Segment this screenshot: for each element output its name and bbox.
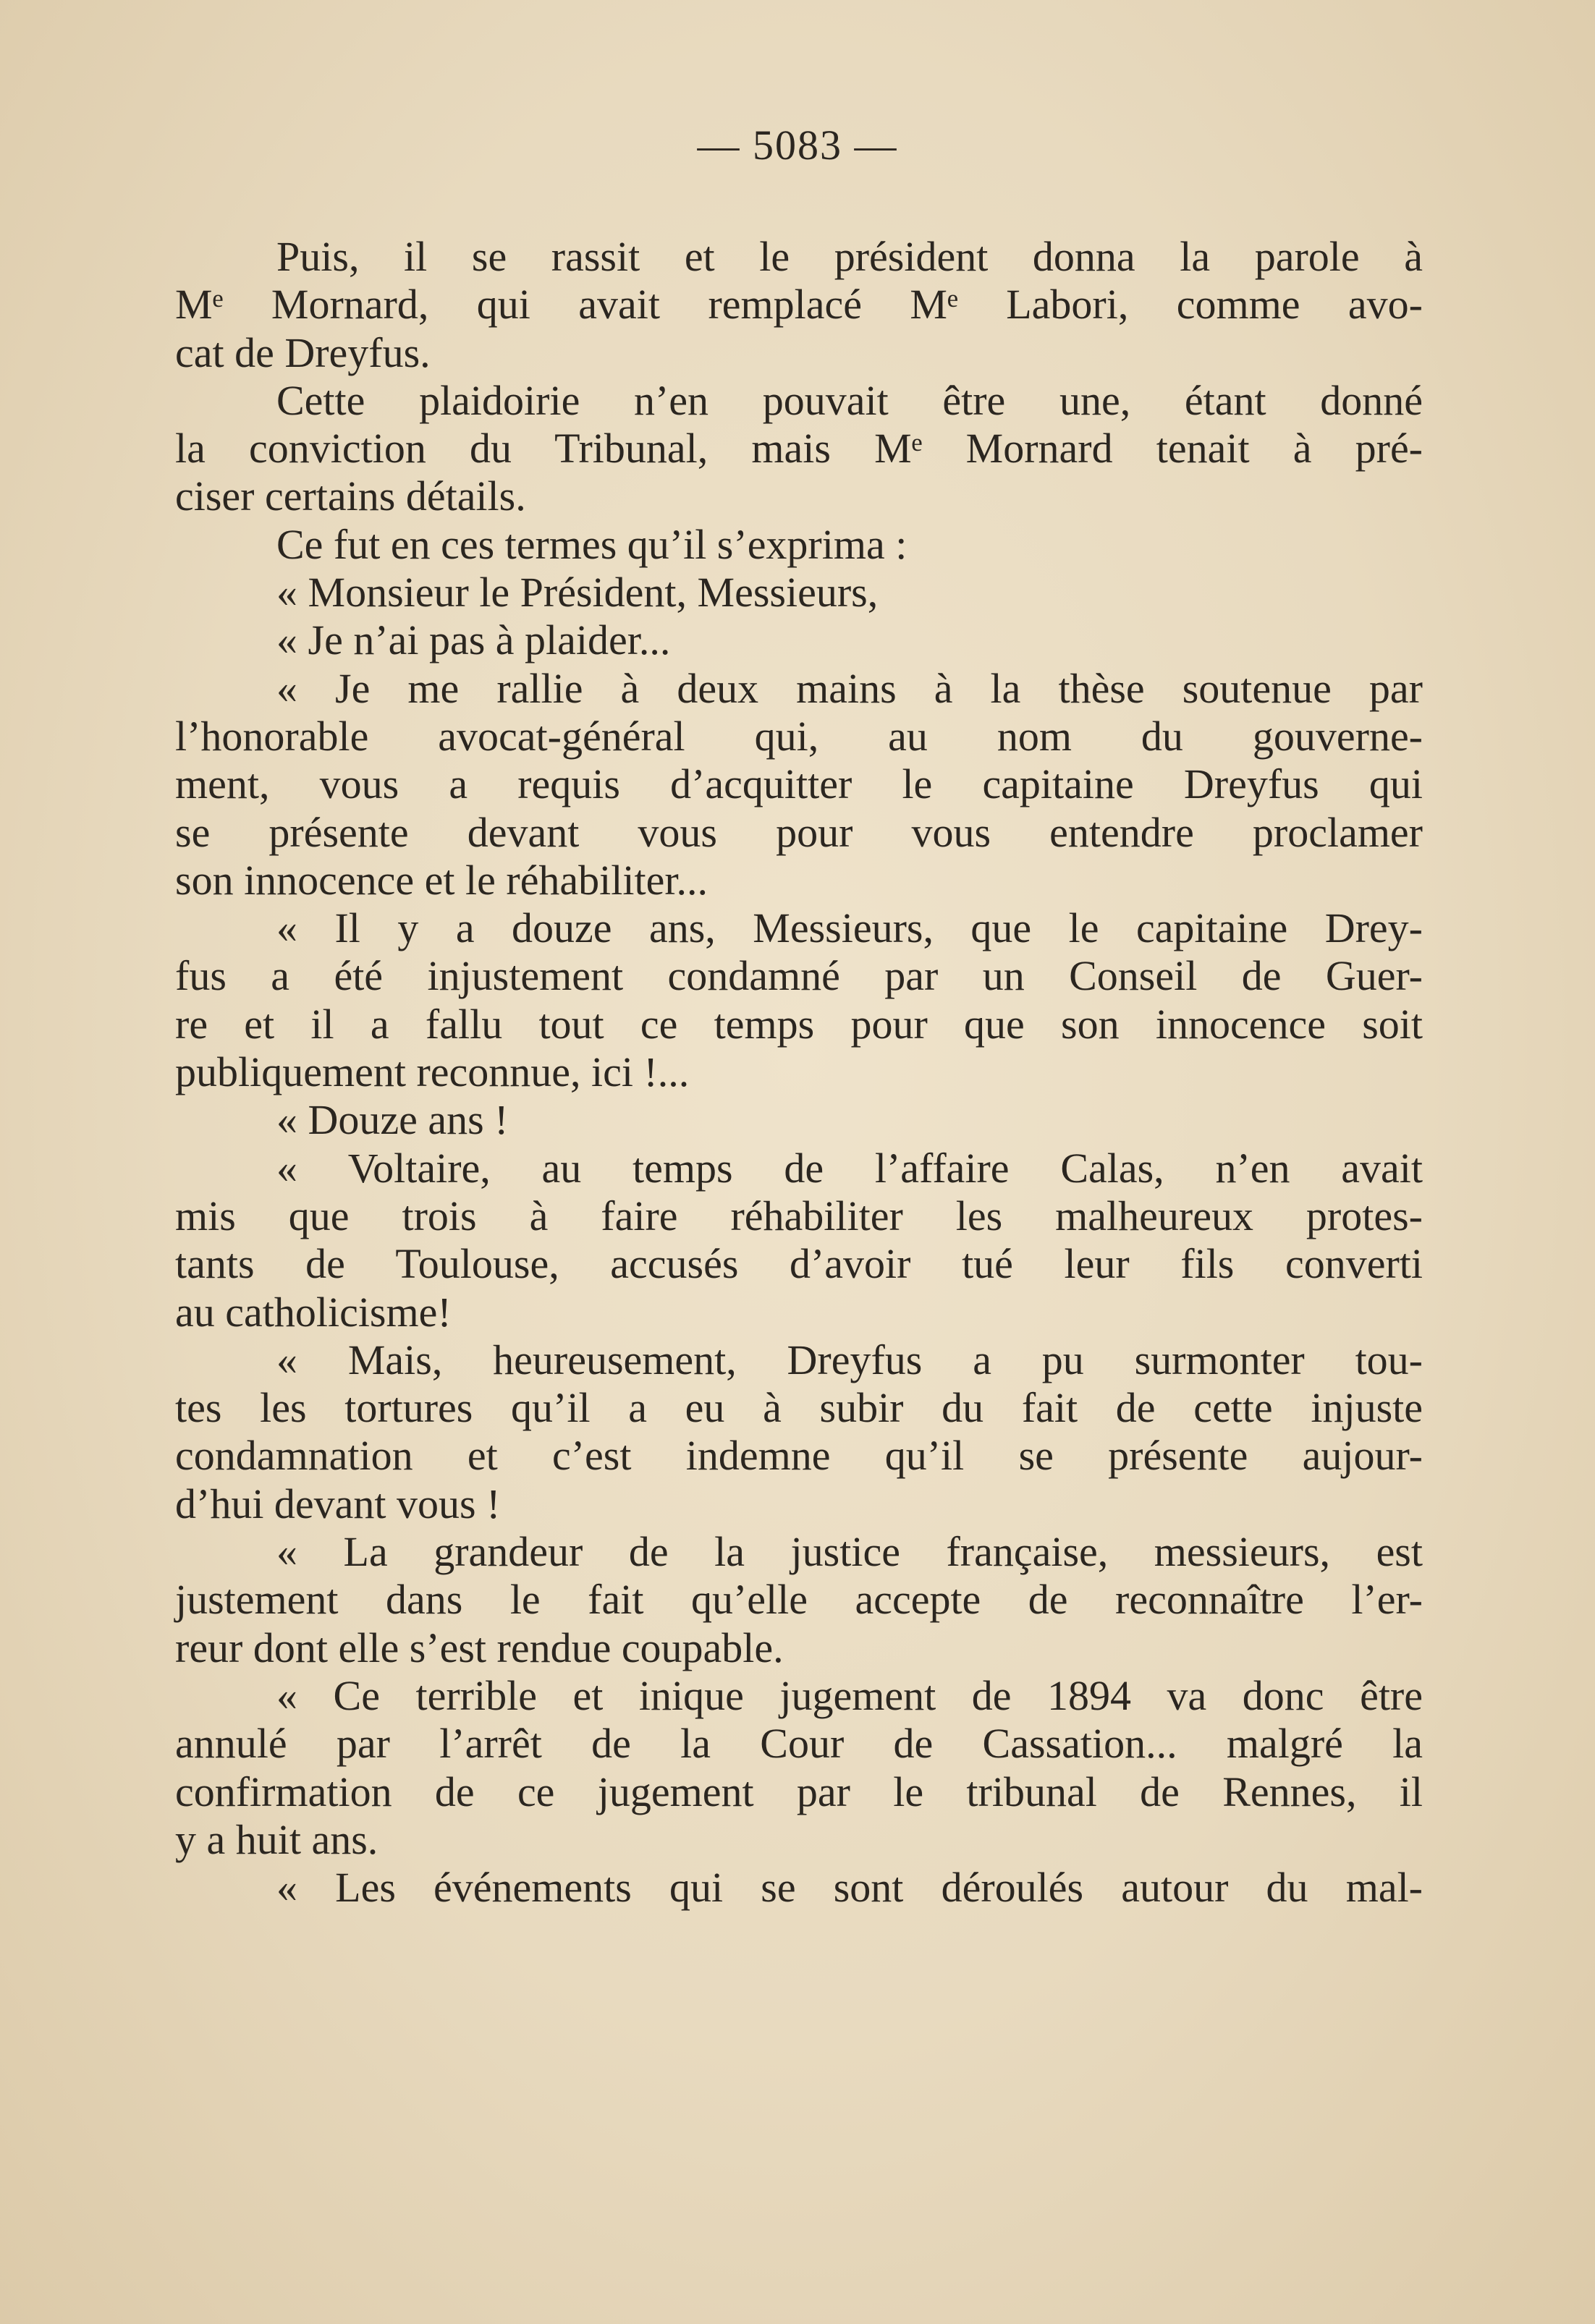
text-line: re et il a fallu tout ce temps pour que son innocence soit: [175, 1000, 1423, 1048]
text-line: se présente devant vous pour vous entendre proclamer: [175, 808, 1423, 856]
text-line: condamnation et c’est indemne qu’il se présente aujour-: [175, 1432, 1423, 1480]
text-line: « Les événements qui se sont déroulés autour du mal-: [276, 1864, 1423, 1912]
text-line: au catholicisme!: [175, 1288, 452, 1336]
text-line: cat de Dreyfus.: [175, 328, 431, 376]
text-line: « Je me rallie à deux mains à la thèse soutenue par: [276, 664, 1423, 712]
text-line: « La grandeur de la justice française, messieurs, est: [276, 1528, 1423, 1576]
text-line: « Monsieur le Président, Messieurs,: [276, 569, 879, 616]
text-line: la conviction du Tribunal, mais Mᵉ Mornard tenait à pré-: [175, 425, 1423, 472]
text-line: « Voltaire, au temps de l’affaire Calas, n’en avait: [276, 1144, 1423, 1192]
text-line: tes les tortures qu’il a eu à subir du fait de cette injuste: [175, 1384, 1423, 1432]
text-line: d’hui devant vous !: [175, 1480, 501, 1527]
text-line: Mᵉ Mornard, qui avait remplacé Mᵉ Labori, comme avo-: [175, 281, 1423, 328]
text-line: « Il y a douze ans, Messieurs, que le capitaine Drey-: [276, 904, 1423, 952]
text-line: son innocence et le réhabiliter...: [175, 856, 708, 904]
text-line: tants de Toulouse, accusés d’avoir tué leur fils converti: [175, 1240, 1423, 1288]
text-line: Cette plaidoirie n’en pouvait être une, étant donné: [276, 376, 1423, 424]
text-line: fus a été injustement condamné par un Conseil de Guer-: [175, 952, 1423, 1000]
text-line: ment, vous a requis d’acquitter le capitaine Dreyfus qui: [175, 760, 1423, 808]
text-line: confirmation de ce jugement par le tribunal de Rennes, il: [175, 1768, 1423, 1815]
text-line: ciser certains détails.: [175, 472, 526, 520]
text-line: « Douze ans !: [276, 1096, 509, 1144]
text-line: publiquement reconnue, ici !...: [175, 1048, 690, 1096]
text-line: y a huit ans.: [175, 1815, 378, 1863]
page-body-text: [175, 233, 1423, 1912]
text-line: reur dont elle s’est rendue coupable.: [175, 1624, 784, 1671]
text-line: justement dans le fait qu’elle accepte de reconnaître l’er-: [175, 1576, 1423, 1624]
text-line: « Mais, heureusement, Dreyfus a pu surmonter tou-: [276, 1336, 1423, 1383]
page-number: — 5083 —: [697, 122, 898, 169]
text-line: « Ce terrible et inique jugement de 1894 va donc être: [276, 1671, 1423, 1719]
text-line: Puis, il se rassit et le président donna la parole à: [276, 233, 1423, 280]
text-line: annulé par l’arrêt de la Cour de Cassation... malgré la: [175, 1720, 1423, 1768]
text-line: l’honorable avocat-général qui, au nom du gouverne-: [175, 712, 1423, 760]
text-line: Ce fut en ces termes qu’il s’exprima :: [276, 520, 908, 568]
text-line: mis que trois à faire réhabiliter les malheureux protes-: [175, 1192, 1423, 1239]
text-line: « Je n’ai pas à plaider...: [276, 616, 671, 664]
